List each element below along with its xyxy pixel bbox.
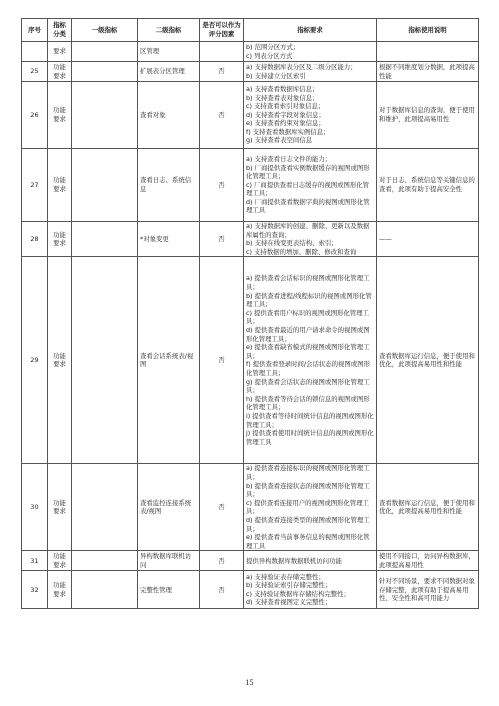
row-number-cell: 29 xyxy=(22,257,48,464)
scoring-cell: 否 xyxy=(200,571,244,609)
category-cell: 功能要求 xyxy=(48,149,72,222)
row-number-cell: 27 xyxy=(22,149,48,222)
table-row xyxy=(22,464,479,551)
row-number-cell: 32 xyxy=(22,571,48,609)
level1-cell xyxy=(72,464,138,551)
scoring-cell: 否 xyxy=(200,464,244,551)
header-cell: 序号 xyxy=(22,19,48,42)
indicator-table xyxy=(21,18,479,609)
requirement-line: b) 支持在线变更表结构、索引； xyxy=(246,239,338,248)
table-row xyxy=(22,571,479,609)
requirement-line: a) 支持查看日志文件的能力； xyxy=(246,154,332,163)
level1-cell xyxy=(72,82,138,149)
level1-cell xyxy=(72,62,138,82)
usage-note-cell: 查看数据库运行信息，便于使用和优化，此项提高易用性和性能 xyxy=(377,464,479,551)
header-cell: 二级指标 xyxy=(138,19,200,42)
level2-cell: 异构数据库联机访问 xyxy=(138,551,200,571)
requirement-line: c) 支持验证数据库存储结构完整性； xyxy=(246,589,350,598)
level1-cell xyxy=(72,222,138,257)
level2-cell: 区管理 xyxy=(138,42,200,62)
requirement-line: c) 支持查看索引对象信息； xyxy=(246,102,325,111)
requirement-cell xyxy=(244,42,377,62)
usage-note-cell: —— xyxy=(377,222,479,257)
requirement-line: b) 支持验证索引存储完整性； xyxy=(246,581,332,590)
table-row xyxy=(22,62,479,82)
scoring-cell: 否 xyxy=(200,551,244,571)
category-cell: 功能要求 xyxy=(48,464,72,551)
requirement-line: b) 提供查看连接状态的视图或图形化管理工具； xyxy=(246,481,370,499)
requirement-line: a) 支持数据库表分区及二级分区能力； xyxy=(246,62,357,71)
category-cell: 功能要求 xyxy=(48,551,72,571)
header-cell: 指标使用说明 xyxy=(377,19,479,42)
requirement-line: f) 提供查看登录时间/会话状态的视图或图形化管理工具； xyxy=(246,360,370,377)
scoring-cell: 否 xyxy=(200,222,244,257)
requirement-line: g) 支持查看表空间信息 xyxy=(246,136,313,145)
level1-cell xyxy=(72,551,138,571)
requirement-line: d) 支持查看视图定义完整性； xyxy=(246,598,332,607)
requirement-line: c) 提供查看用户标识的视图或图形化管理工具； xyxy=(246,308,370,326)
table-row xyxy=(22,82,479,149)
usage-note-cell: 查看数据库运行信息，便于使用和优化，此项提高易用性和性能 xyxy=(377,257,479,464)
requirement-line: c) 厂商提供查看日志缓存的视图或图形化管理工具； xyxy=(246,180,370,198)
level2-cell: 查看会话系统表/视图 xyxy=(138,257,200,464)
category-cell: 功能要求 xyxy=(48,222,72,257)
requirement-line: b) 支持查看表对象信息； xyxy=(246,93,319,102)
level2-cell: *对象变更 xyxy=(138,222,200,257)
requirement-cell xyxy=(244,571,377,609)
scoring-cell: 否 xyxy=(200,62,244,82)
table-row xyxy=(22,149,479,222)
usage-note-cell: 对于日志、系统信息等关键信息的查看，此项有助于提高安全性 xyxy=(377,149,479,222)
requirement-line: d) 厂商提供查看数据字典的视图或图形化管理工具 xyxy=(246,197,370,215)
usage-note-cell: 根据不同维度划分数据，此项提高性能 xyxy=(377,62,479,82)
requirement-line: a) 支持查看数据库信息； xyxy=(246,84,319,93)
requirement-line: a) 提供查看会话标识的视图或图形化管理工具； xyxy=(246,274,370,292)
requirement-line: d) 支持查看字段对象信息； xyxy=(246,110,325,119)
header-cell: 指标分类 xyxy=(48,19,72,42)
level2-cell: 查看监控连接系统表/视图 xyxy=(138,464,200,551)
level2-cell: 查看对象 xyxy=(138,82,200,149)
requirement-cell xyxy=(244,222,377,257)
requirement-cell xyxy=(244,82,377,149)
requirement-cell xyxy=(244,257,377,464)
requirement-line: a) 提供查看连接标识的视图或图形化管理工具； xyxy=(246,464,370,481)
requirement-line: e) 支持查看约束对象信息； xyxy=(246,119,325,128)
level2-cell: 扩展表分区管理 xyxy=(138,62,200,82)
category-cell: 功能要求 xyxy=(48,62,72,82)
table-row xyxy=(22,222,479,257)
category-cell: 功能要求 xyxy=(48,571,72,609)
row-number-cell: 31 xyxy=(22,551,48,571)
usage-note-cell xyxy=(377,42,479,62)
requirement-line: a) 支持验证表存储完整性； xyxy=(246,572,325,581)
usage-note-cell: 针对不同场景，要求不同数据对象存储完整，此项有助于提高易用性、安全性和高可用能力 xyxy=(377,571,479,609)
category-cell: 功能要求 xyxy=(48,82,72,149)
requirement-line: e) 提供查看当前事务信息的视图或图形化管理工具 xyxy=(246,533,370,550)
requirement-cell xyxy=(244,149,377,222)
row-number-cell: 26 xyxy=(22,82,48,149)
requirement-line: d) 提供查看最近的用户请求命令的视图或图形化管理工具； xyxy=(246,326,370,343)
level1-cell xyxy=(72,571,138,609)
requirement-line: a) 支持数据库的创建、删除、更新以及数据库属性的查询； xyxy=(246,222,370,239)
requirement-line: e) 提供查看缺省模式的视图或图形化管理工具； xyxy=(246,343,370,360)
table-header-row xyxy=(22,19,479,42)
requirement-line: j) 提供查看使用时间统计信息的视图或图形化管理工具 xyxy=(246,429,374,446)
level2-cell: 完整性管理 xyxy=(138,571,200,609)
level1-cell xyxy=(72,42,138,62)
row-number-cell: 28 xyxy=(22,222,48,257)
requirement-cell xyxy=(244,464,377,551)
row-number-cell: 25 xyxy=(22,62,48,82)
requirement-line: b) 提供查看进程/线程标识的视图或图形化管理工具； xyxy=(246,291,372,309)
table-row xyxy=(22,551,479,571)
requirement-line: g) 提供查看会话状态的视图或图形化管理工具； xyxy=(246,377,370,395)
usage-note-cell: 对于数据库信息的查询，便于使用和维护，此项提高易用性 xyxy=(377,82,479,149)
requirement-line: c) 支持数据的增加、删除、修改和查询 xyxy=(246,247,357,256)
category-cell: 功能要求 xyxy=(48,257,72,464)
requirement-line: c) 提供查看连接用户的视图或图形化管理工具； xyxy=(246,498,370,516)
header-cell: 一级指标 xyxy=(72,19,138,42)
level1-cell xyxy=(72,257,138,464)
scoring-cell: 否 xyxy=(200,257,244,464)
table-row xyxy=(22,42,479,62)
header-cell: 是否可以作为评分因素 xyxy=(200,19,244,42)
requirement-cell xyxy=(244,62,377,82)
page-number: 15 xyxy=(245,678,254,687)
usage-note-cell: 使用不同接口，访问异构数据库，此项提高易用性 xyxy=(377,551,479,571)
requirement-line: b) 支持建立分区索引 xyxy=(246,71,306,80)
requirement-cell xyxy=(244,551,377,571)
scoring-cell xyxy=(200,42,244,62)
spec-table-page xyxy=(21,18,478,609)
level2-cell: 查看日志、系统信息 xyxy=(138,149,200,222)
requirement-line: d) 提供查看连接类型的视图或图形化管理工具； xyxy=(246,515,370,533)
requirement-line: i) 提供查看等待时间统计信息的视图或图形化管理工具； xyxy=(246,411,374,429)
category-cell: 要求 xyxy=(48,42,72,62)
header-cell: 指标要求 xyxy=(244,19,377,42)
requirement-line: f) 支持查看数据库实例信息； xyxy=(246,127,330,136)
requirement-line: c) 列表分区方式 xyxy=(246,51,293,60)
requirement-line: b) 厂商提供查看实例数据缓存的视图或图形化管理工具； xyxy=(246,163,370,181)
scoring-cell: 否 xyxy=(200,82,244,149)
requirement-line: h) 提供查看等待会话的锁信息的视图或图形化管理工具； xyxy=(246,394,370,412)
requirement-line: b) 范围分区方式； xyxy=(246,42,300,51)
row-number-cell: 30 xyxy=(22,464,48,551)
requirement-line: 提供异构数据库数据联机访问功能 xyxy=(246,556,342,565)
row-number-cell xyxy=(22,42,48,62)
scoring-cell: 否 xyxy=(200,149,244,222)
level1-cell xyxy=(72,149,138,222)
table-row xyxy=(22,257,479,464)
